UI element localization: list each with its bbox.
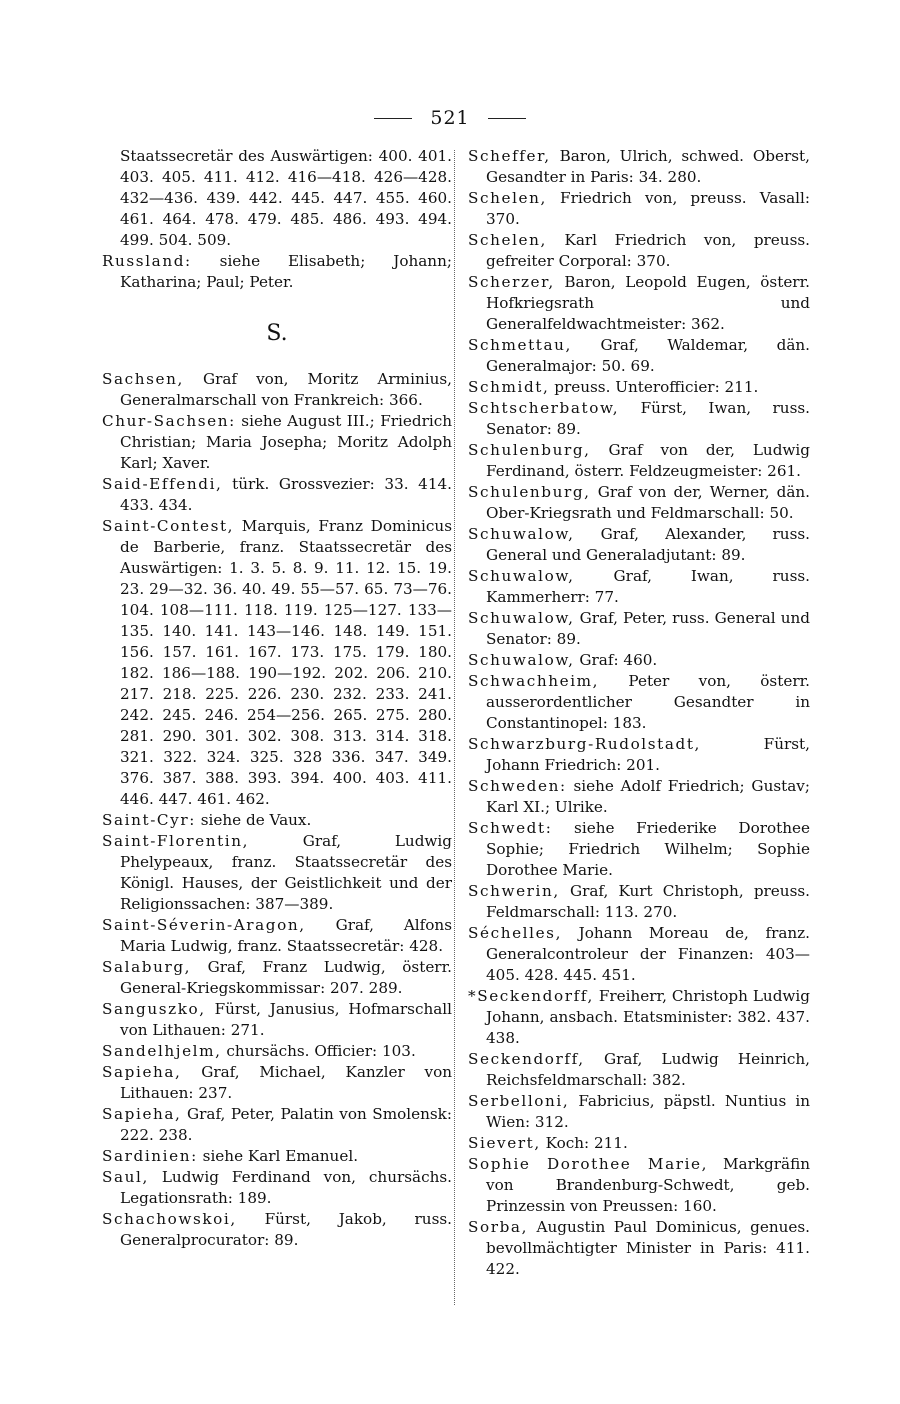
index-entry — [468, 671, 810, 734]
entry-headword: Saint-Séverin-Aragon, — [102, 916, 306, 934]
entry-headword: Sophie Dorothee Marie, — [468, 1155, 709, 1173]
entry-text: Fürst, Iwan, russ. Senator: 89. — [486, 399, 810, 438]
index-entry — [468, 188, 810, 230]
entry-headword: *Seckendorff, — [468, 987, 594, 1005]
index-entry — [468, 1049, 810, 1091]
entry-text: Graf von, Moritz Arminius, Generalmarschall von Frankreich: 366. — [120, 370, 452, 409]
entry-headword: Sorba, — [468, 1218, 529, 1236]
entry-text: Fabricius, päpstl. Nuntius in Wien: 312. — [486, 1092, 810, 1131]
entry-text: Fürst, Johann Friedrich: 201. — [486, 735, 810, 774]
entry-text: siehe Karl Emanuel. — [197, 1147, 359, 1165]
entry-text: Graf: 460. — [574, 651, 658, 669]
entry-headword: Scherzer, — [468, 273, 555, 291]
index-entry — [468, 1154, 810, 1217]
entry-text: Peter von, österr. ausserordentlicher Gesandter in Constantinopel: 183. — [486, 672, 810, 732]
entry-text: Markgräfin von Brandenburg-Schwedt, geb. Prinzessin von Preussen: 160. — [486, 1155, 810, 1215]
entry-text: Johann Moreau de, franz. Generalcontroleur der Finanzen: 403—405. 428. 445. 451. — [486, 924, 810, 984]
entry-text: Graf, Alfons Maria Ludwig, franz. Staatssecretär: 428. — [120, 916, 452, 955]
entry-headword: Séchelles, — [468, 924, 562, 942]
entry-headword: Schwarzburg-Rudolstadt, — [468, 735, 701, 753]
entry-headword: Sapieha, — [102, 1105, 182, 1123]
index-entry — [102, 146, 452, 251]
entry-text: Graf von der, Ludwig Ferdinand, österr. Feldzeugmeister: 261. — [486, 441, 810, 480]
entry-text: Baron, Leopold Eugen, österr. Hofkriegsrath und Generalfeldwachtmeister: 362. — [486, 273, 810, 333]
index-entry — [468, 482, 810, 524]
index-entry — [102, 1146, 452, 1167]
index-entry — [468, 1091, 810, 1133]
entry-headword: Schtscherbatow, — [468, 399, 620, 417]
entry-text: chursächs. Officier: 103. — [221, 1042, 416, 1060]
entry-headword: Scheffer, — [468, 147, 551, 165]
index-entry — [468, 1133, 810, 1154]
entry-text: Graf, Franz Ludwig, österr. General-Kriegskommissar: 207. 289. — [120, 958, 452, 997]
entry-text: Koch: 211. — [540, 1134, 628, 1152]
index-entry — [102, 1104, 452, 1146]
entry-headword: Russland: — [102, 252, 192, 270]
entry-text: siehe August III.; Friedrich Christian; Maria Josepha; Moritz Adolph Karl; Xaver. — [120, 412, 452, 472]
index-entry — [102, 1167, 452, 1209]
index-entry — [468, 1217, 810, 1280]
index-entry — [102, 411, 452, 474]
entry-text: Fürst, Jakob, russ. Generalprocurator: 89. — [120, 1210, 452, 1249]
entry-headword: Schulenburg, — [468, 441, 591, 459]
index-entry — [468, 734, 810, 776]
entry-headword: Schuwalow, — [468, 651, 575, 669]
header-rule-right — [488, 118, 526, 119]
entry-text: Freiherr, Christoph Ludwig Johann, ansbach. Etatsminister: 382. 437. 438. — [486, 987, 810, 1047]
index-entry — [468, 608, 810, 650]
index-entry — [468, 818, 810, 881]
entry-headword: Seckendorff, — [468, 1050, 585, 1068]
index-entry — [468, 650, 810, 671]
entry-headword: Saint-Cyr: — [102, 811, 196, 829]
entry-text: siehe Adolf Friedrich; Gustav; Karl XI.; Ulrike. — [486, 777, 810, 816]
index-entry — [102, 474, 452, 516]
index-entry — [102, 1209, 452, 1251]
index-entry — [468, 524, 810, 566]
left-column — [102, 146, 452, 1251]
page-number: 521 — [430, 107, 470, 129]
entry-headword: Serbelloni, — [468, 1092, 570, 1110]
right-column — [468, 146, 810, 1280]
entry-text: Graf, Peter, russ. General und Senator: 89. — [486, 609, 810, 648]
header-rule-left — [374, 118, 412, 119]
entry-headword: Sachsen, — [102, 370, 184, 388]
left-column-continuation — [102, 146, 452, 293]
index-entry — [102, 1062, 452, 1104]
entry-headword: Saul, — [102, 1168, 149, 1186]
entry-headword: Schuwalow, — [468, 525, 575, 543]
entry-headword: Saint-Florentin, — [102, 832, 250, 850]
entry-headword: Schulenburg, — [468, 483, 591, 501]
page-header — [0, 104, 900, 132]
section-letter: S. — [266, 321, 288, 346]
entry-text: Graf, Kurt Christoph, preuss. Feldmarschall: 113. 270. — [486, 882, 810, 921]
index-entry — [468, 440, 810, 482]
entry-headword: Salaburg, — [102, 958, 192, 976]
entry-headword: Schuwalow, — [468, 567, 575, 585]
entry-text: Graf, Peter, Palatin von Smolensk: 222. 238. — [120, 1105, 452, 1144]
index-entry — [102, 999, 452, 1041]
index-entry — [468, 335, 810, 377]
entry-headword: Sievert, — [468, 1134, 541, 1152]
index-entry — [468, 146, 810, 188]
index-entry — [102, 957, 452, 999]
entry-text: Graf, Alexander, russ. General und Generaladjutant: 89. — [486, 525, 810, 564]
entry-text: türk. Grossvezier: 33. 414. 433. 434. — [120, 475, 452, 514]
entry-headword: Sardinien: — [102, 1147, 198, 1165]
entry-headword: Schwerin, — [468, 882, 560, 900]
index-entry — [468, 272, 810, 335]
index-entry — [468, 881, 810, 923]
index-entry — [468, 986, 810, 1049]
entry-headword: Schelen, — [468, 231, 547, 249]
entry-text: Graf, Michael, Kanzler von Lithauen: 237. — [120, 1063, 452, 1102]
entry-headword: Sandelhjelm, — [102, 1042, 222, 1060]
index-entry — [468, 923, 810, 986]
index-entry — [102, 369, 452, 411]
index-entry — [468, 230, 810, 272]
column-divider — [454, 150, 455, 1305]
entry-headword: Schmidt, — [468, 378, 550, 396]
entry-headword: Sapieha, — [102, 1063, 182, 1081]
entry-text: Graf, Waldemar, dän. Generalmajor: 50. 69. — [486, 336, 810, 375]
entry-text: Graf, Ludwig Phelypeaux, franz. Staatssecretär des Königl. Hauses, der Geistlichkeit und der Religionssachen: 387—389. — [120, 832, 452, 913]
entry-headword: Said-Effendi, — [102, 475, 223, 493]
index-entry — [102, 516, 452, 810]
left-column-s-entries — [102, 369, 452, 1251]
entry-text: Graf, Ludwig Heinrich, Reichsfeldmarschall: 382. — [486, 1050, 810, 1089]
entry-headword: Schachowskoi, — [102, 1210, 237, 1228]
entry-text: siehe Elisabeth; Johann; Katharina; Paul; Peter. — [120, 252, 452, 291]
entry-headword: Saint-Contest, — [102, 517, 235, 535]
entry-text: Marquis, Franz Dominicus de Barberie, franz. Staatssecretär des Auswärtigen: 1. 3. 5. 8. 9. 11. 12. 15. 19. 23. 29—32. 36. 40. 49. 55—57. 65. 73—76. 104. 108—111. 118. 119. 125—127. 133—135. 140. 141. 143—146. 148. 149. 151. 156. 157. 161. 167. 173. 175. 179. 180. 182. 186—188. 190—192. 202. 206. 210. 217. 218. 225. 226. 230. 232. 233. 241. 242. 245. 246. 254—256. 265. 275. 280. 281. 290. 301. 302. 308. 313. 314. 318. 321. 322. 324. 325. 328 336. 347. 349. 376. 387. 388. 393. 394. 400. 403. 411. 446. 447. 461. 462. — [120, 517, 452, 808]
entry-headword: Schweden: — [468, 777, 567, 795]
entry-text: siehe de Vaux. — [195, 811, 312, 829]
index-entry — [102, 810, 452, 831]
entry-headword: Chur-Sachsen: — [102, 412, 236, 430]
entry-text: Graf von der, Werner, dän. Ober-Kriegsrath und Feldmarschall: 50. — [486, 483, 810, 522]
index-entry — [468, 398, 810, 440]
index-entry — [468, 377, 810, 398]
entry-text: Baron, Ulrich, schwed. Oberst, Gesandter in Paris: 34. 280. — [486, 147, 810, 186]
entry-text: Staatssecretär des Auswärtigen: 400. 401. 403. 405. 411. 412. 416—418. 426—428. 432—436. 439. 442. 445. 447. 455. 460. 461. 464. 478. 479. 485. 486. 493. 494. 499. 504. 509. — [120, 147, 452, 249]
entry-text: Ludwig Ferdinand von, chursächs. Legationsrath: 189. — [120, 1168, 452, 1207]
index-entry — [102, 251, 452, 293]
entry-text: Karl Friedrich von, preuss. gefreiter Corporal: 370. — [486, 231, 810, 270]
entry-text: Augustin Paul Dominicus, genues. bevollmächtigter Minister in Paris: 411. 422. — [486, 1218, 810, 1278]
entry-text: Fürst, Janusius, Hofmarschall von Lithauen: 271. — [120, 1000, 452, 1039]
entry-headword: Schwedt: — [468, 819, 553, 837]
entry-text: Graf, Iwan, russ. Kammerherr: 77. — [486, 567, 810, 606]
right-column-entries — [468, 146, 810, 1280]
index-entry — [468, 776, 810, 818]
entry-headword: Schelen, — [468, 189, 547, 207]
entry-text: siehe Friederike Dorothee Sophie; Friedrich Wilhelm; Sophie Dorothee Marie. — [486, 819, 810, 879]
index-entry — [102, 831, 452, 915]
entry-text: Friedrich von, preuss. Vasall: 370. — [486, 189, 810, 228]
entry-headword: Schwachheim, — [468, 672, 600, 690]
entry-headword: Schmettau, — [468, 336, 572, 354]
index-entry — [102, 1041, 452, 1062]
entry-headword: Sanguszko, — [102, 1000, 206, 1018]
index-entry — [102, 915, 452, 957]
entry-headword: Schuwalow, — [468, 609, 575, 627]
index-entry — [468, 566, 810, 608]
entry-text: preuss. Unterofficier: 211. — [549, 378, 759, 396]
